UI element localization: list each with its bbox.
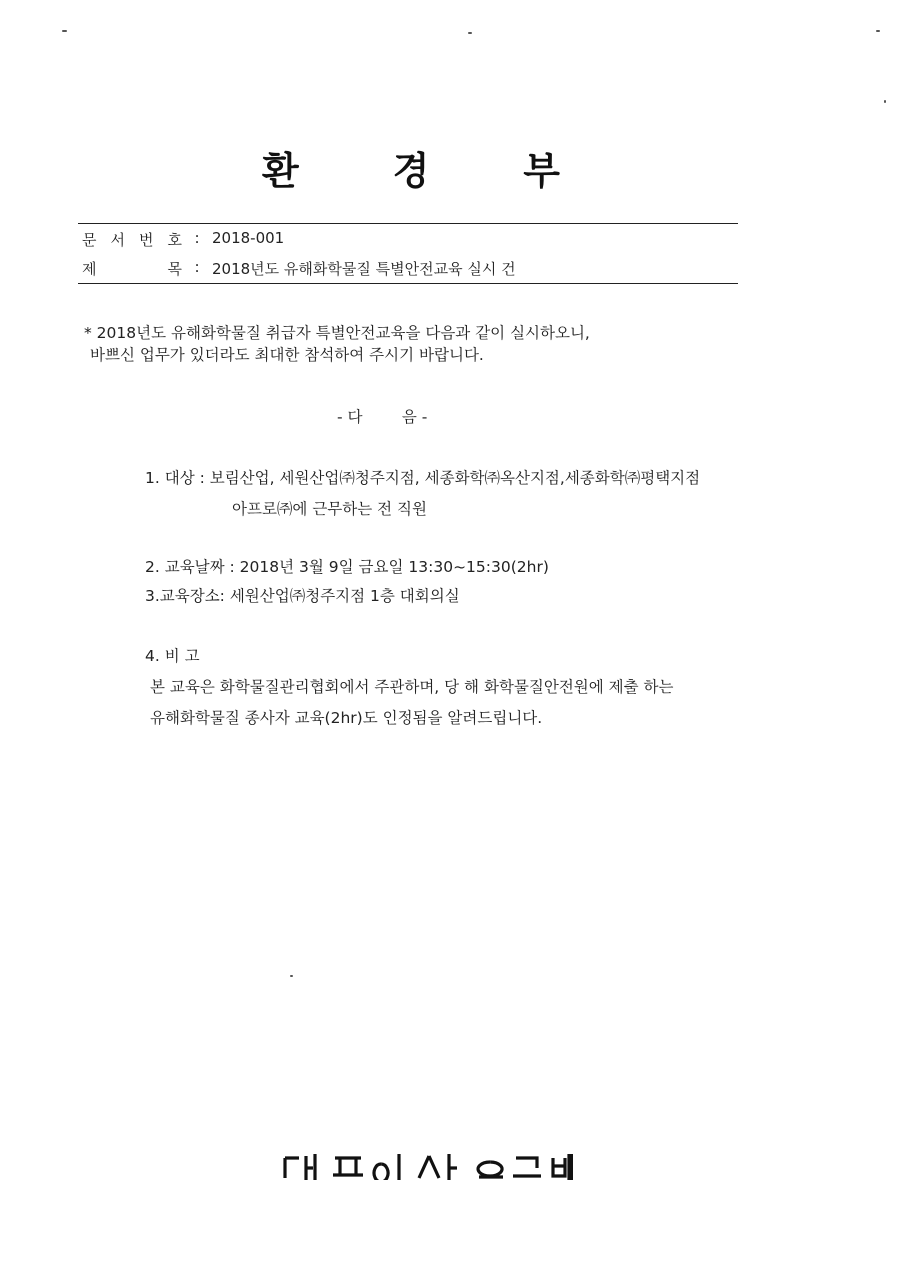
subject-row (82, 258, 516, 279)
document-number-label (82, 229, 182, 250)
department-title-char: 환 (262, 149, 301, 193)
department-title-char: 경 (392, 149, 432, 193)
label-char: 목 (167, 260, 182, 278)
item-target: 1. 대상 : 보림산업, 세원산업㈜청주지점, 세종화학㈜옥산지점,세종화학㈜평택지점 (145, 469, 701, 487)
item-date: 2. 교육날짜 : 2018년 3월 9일 금요일 13:30~15:30(2hr) (145, 558, 549, 576)
item-remarks-line: 유해화학물질 종사자 교육(2hr)도 인정됨을 알려드립니다. (150, 709, 543, 727)
document-number-value: 2018-001 (212, 229, 285, 247)
item-place: 3.교육장소: 세원산업㈜청주지점 1층 대회의실 (145, 587, 460, 605)
label-char: 서 (110, 231, 125, 249)
label-char: 제 (82, 260, 97, 278)
scan-speck (876, 30, 880, 32)
scan-speck (290, 975, 293, 977)
scan-speck (468, 32, 472, 34)
subject-label (82, 258, 182, 279)
label-char: 호 (167, 231, 182, 249)
document-number-row (82, 229, 284, 250)
intro-paragraph (84, 322, 590, 366)
header-top-rule (78, 223, 738, 224)
label-char: 번 (139, 231, 154, 249)
item-remarks-line: 본 교육은 화학물질관리협회에서 주관하며, 당 해 화학물질안전원에 제출 하는 (150, 678, 674, 696)
label-char: 문 (82, 231, 97, 249)
subject-value: 2018년도 유해화학물질 특별안전교육 실시 건 (212, 260, 516, 278)
item-remarks-heading: 4. 비 고 (145, 647, 200, 665)
intro-line: 바쁘신 업무가 있더라도 최대한 참석하여 주시기 바랍니다. (90, 346, 484, 364)
department-title-char: 부 (523, 149, 562, 193)
item-target-continued: 아프로㈜에 근무하는 전 직원 (232, 500, 427, 518)
header-bottom-rule (78, 283, 738, 284)
scan-speck (884, 100, 886, 103)
section-marker: - 다 음 - (337, 408, 428, 426)
scan-speck (62, 30, 67, 32)
label-separator: : (194, 258, 200, 276)
department-title (262, 140, 562, 195)
label-separator: : (194, 229, 200, 247)
signature-graphic (283, 1150, 573, 1180)
signature-block (283, 1150, 573, 1180)
intro-line: * 2018년도 유해화학물질 취급자 특별안전교육을 다음과 같이 실시하오니, (84, 324, 590, 342)
